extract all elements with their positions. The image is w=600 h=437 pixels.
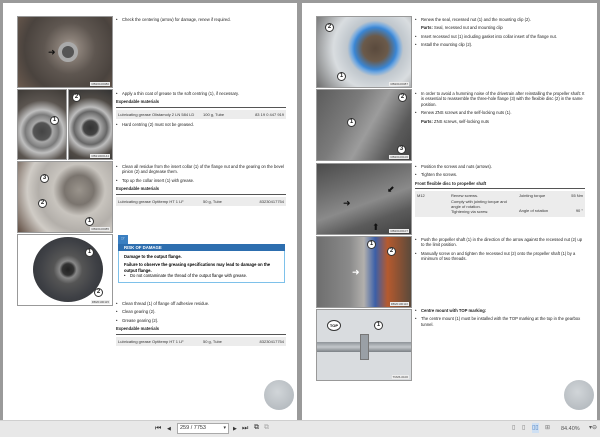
- callout-1: 1: [347, 118, 356, 127]
- torque-table-heading: Front flexible disc to propeller shaft: [415, 181, 585, 189]
- section-1-text: [415, 17, 585, 51]
- section-5-text: [415, 308, 585, 330]
- spec-label: Angle of rotation: [519, 207, 549, 213]
- single-page-view-icon[interactable]: ▯: [512, 425, 516, 431]
- page-number-value: 259 / 7753: [180, 425, 206, 431]
- callout-1: 1: [374, 321, 383, 330]
- callout-1: 1: [50, 116, 59, 125]
- warning-title: RISK OF DAMAGE: [118, 244, 285, 251]
- left-page: [3, 3, 297, 420]
- table-row: [116, 337, 286, 346]
- material-part-number: 83230417754: [259, 198, 284, 204]
- warning-line: Failure to observe the greasing specifications may lead to damage on the output flange.: [124, 262, 271, 273]
- bullet: • Hard centring (2) must not be greased.: [116, 122, 286, 127]
- two-page-view-icon[interactable]: ▯▯: [532, 425, 539, 431]
- warning-body: [118, 251, 285, 283]
- material-qty: 100 g, Tube: [203, 111, 225, 117]
- table-row: [116, 110, 286, 119]
- watermark-stamp: [264, 380, 294, 410]
- arrow-icon: ➜: [352, 267, 360, 277]
- materials-heading: Expendable materials: [116, 99, 286, 107]
- section-3-text: [116, 164, 286, 206]
- material-qty: 50 g, Tube: [203, 198, 222, 204]
- table-row: [116, 197, 286, 206]
- watermark-stamp: [564, 380, 594, 410]
- material-part-number: 83230417754: [259, 338, 284, 344]
- bullet: • Top up the collar insert (1) with grease.: [116, 178, 286, 183]
- image-ref: RB20100080: [91, 82, 109, 86]
- bullet: • Clean all residue from the insert collar (1) of the flange nut and the gearing on the bevel pinion (2) and degrease them.: [116, 164, 286, 175]
- callout-2: 2: [72, 93, 81, 102]
- image-screws-nuts: [316, 163, 412, 235]
- first-page-button[interactable]: ⏮: [155, 425, 162, 432]
- callout-1: 1: [367, 240, 376, 249]
- bullet: • Push the propeller shaft (1) in the direction of the arrow against the recessed nut (2) up to the limit position.: [415, 237, 585, 248]
- bullet: • Grease gearing (2).: [116, 318, 286, 323]
- last-page-button[interactable]: ⏭: [242, 425, 249, 432]
- material-name: Lubricating grease Olistamoly 2 LN 584 LD: [118, 111, 195, 117]
- bullet: • Check the centering (arrow) for damage, renew if required.: [116, 17, 286, 22]
- section-1-text: [116, 17, 286, 25]
- image-ref: RB21000144: [91, 154, 109, 158]
- table-row: [415, 191, 585, 202]
- spec-label: Jointing torque: [519, 193, 546, 199]
- paste-page-icon[interactable]: ⧉: [264, 424, 269, 431]
- materials-table: [116, 337, 286, 346]
- bullet: • In order to avoid a humming noise of the drivetrain after reinstalling the propeller shaft: It is essential to reassemble the three-hole flange (3) with the flexible disc (2) in the same position.: [415, 91, 585, 107]
- image-hard-centring: [68, 89, 113, 160]
- bullet: • Renew the seal, recessed nut (1) and the mounting clip (2).: [415, 17, 585, 22]
- section-2-text: [116, 91, 286, 131]
- section-4-text: [116, 301, 286, 346]
- spec-value: 90 °: [575, 207, 583, 213]
- step: Tightening via screw.: [451, 209, 489, 215]
- materials-heading: Expendable materials: [116, 326, 286, 334]
- material-name: Lubricating grease Optitemp HT 1 LF: [118, 338, 184, 344]
- image-ref: RB20100110: [390, 302, 408, 306]
- image-recessed-nut: [316, 16, 412, 88]
- section-2-text: [415, 91, 585, 127]
- bullet: • Install the mounting clip (2).: [415, 42, 585, 47]
- prev-page-button[interactable]: ◀: [167, 426, 171, 432]
- materials-table: [116, 197, 286, 206]
- bullet: • Apply a thin coat of grease to the soft centring (1), if necessary.: [116, 91, 286, 96]
- two-page-continuous-icon[interactable]: ⊞: [545, 425, 551, 431]
- arrow-icon: ⬋: [387, 184, 395, 194]
- callout-2: 2: [325, 23, 334, 32]
- bullet: • Clean gearing (2).: [116, 309, 286, 314]
- steps: [449, 191, 517, 217]
- image-flexible-disc: [316, 89, 412, 161]
- image-propeller-shaft: [316, 236, 412, 308]
- arrow-icon: ➜: [48, 47, 56, 57]
- callout-1: 1: [85, 248, 94, 257]
- warning-book-icon: ☞: [118, 235, 128, 244]
- bullet: • Tighten the screws.: [415, 172, 585, 177]
- screw-size: M12: [417, 193, 425, 199]
- next-page-button[interactable]: ▶: [233, 426, 237, 432]
- bullet: • Manually screw on and tighten the recessed nut (2) onto the propeller shaft (1) by a minimum of two threads.: [415, 251, 585, 262]
- page-number-input[interactable]: [177, 423, 229, 434]
- continuous-view-icon[interactable]: ▯: [522, 425, 526, 431]
- bullet: • The centre mount (1) must be installed with the TOP marking at the top in the gearbox tunnel.: [415, 316, 585, 327]
- bullet: • Insert recessed nut (1) including gasket into collar insert of the flange nut.: [415, 34, 585, 39]
- materials-table: [116, 110, 286, 119]
- callout-1: 1: [85, 217, 94, 226]
- callout-3: 3: [40, 174, 49, 183]
- warning-bullet: • Do not contaminate the thread of the output flange with grease.: [124, 273, 279, 278]
- step: Comply with jointing torque and angle of rotation.: [451, 198, 507, 210]
- bullet: • Position the screws and nuts (arrows).: [415, 164, 585, 169]
- image-flange-centering: [17, 16, 113, 88]
- image-output-flange: [17, 234, 113, 306]
- material-qty: 50 g, Tube: [203, 338, 222, 344]
- image-ref: RB20100087: [390, 82, 408, 86]
- bullet: • Renew ZNS screws and the self-locking nuts (1).: [415, 110, 585, 115]
- image-insert-collar: [17, 161, 113, 233]
- callout-1: 1: [337, 72, 346, 81]
- spec-value: 55 Nm: [571, 193, 583, 199]
- torque-table: [415, 191, 585, 217]
- section-3-text: [415, 164, 585, 217]
- callout-2: 2: [398, 93, 407, 102]
- zoom-dropdown-icon[interactable]: ▾⊖: [589, 425, 598, 431]
- bullet-heading: • Centre mount with TOP marking:: [415, 308, 585, 313]
- image-ref: RB20100107: [390, 229, 408, 233]
- image-ref: RB20100085: [91, 227, 109, 231]
- image-ref: TM26-0100: [392, 375, 408, 379]
- top-label: TOP: [327, 320, 341, 331]
- dropdown-icon[interactable]: ▾: [223, 425, 226, 431]
- image-centre-mount-diagram: [316, 309, 412, 381]
- materials-heading: Expendable materials: [116, 186, 286, 194]
- parts-label: Parts:: [421, 118, 433, 124]
- section-4-text: [415, 237, 585, 265]
- image-ref: RB20100115: [91, 300, 109, 304]
- viewer-toolbar: [0, 420, 600, 437]
- arrow-icon: ➜: [343, 198, 351, 208]
- right-page: [302, 3, 597, 420]
- parts-list: Seal, recessed nut and mounting clip: [434, 25, 503, 31]
- risk-of-damage-warning: [118, 235, 285, 283]
- arrow-icon: ⬆: [372, 222, 380, 232]
- warning-line: Damage to the output flange.: [124, 254, 182, 259]
- zoom-level[interactable]: 84.40%: [561, 426, 580, 432]
- callout-2: 2: [387, 247, 396, 256]
- parts-list: ZNS screws, self-locking nuts: [434, 118, 489, 124]
- parts-label: Parts:: [421, 25, 433, 31]
- bullet: • Clean thread (1) of flange off adhesive residue.: [116, 301, 286, 306]
- callout-2: 2: [38, 199, 47, 208]
- image-soft-centring: [17, 89, 67, 160]
- material-name: Lubricating grease Optitemp HT 1 LF: [118, 198, 184, 204]
- copy-page-icon[interactable]: ⧉: [254, 424, 259, 431]
- callout-2: 2: [94, 288, 103, 297]
- image-ref: RB20100106: [390, 155, 408, 159]
- step: Renew screws.: [451, 193, 479, 199]
- material-part-number: 83 19 0 447 919: [255, 111, 284, 117]
- callout-3: 3: [397, 145, 406, 154]
